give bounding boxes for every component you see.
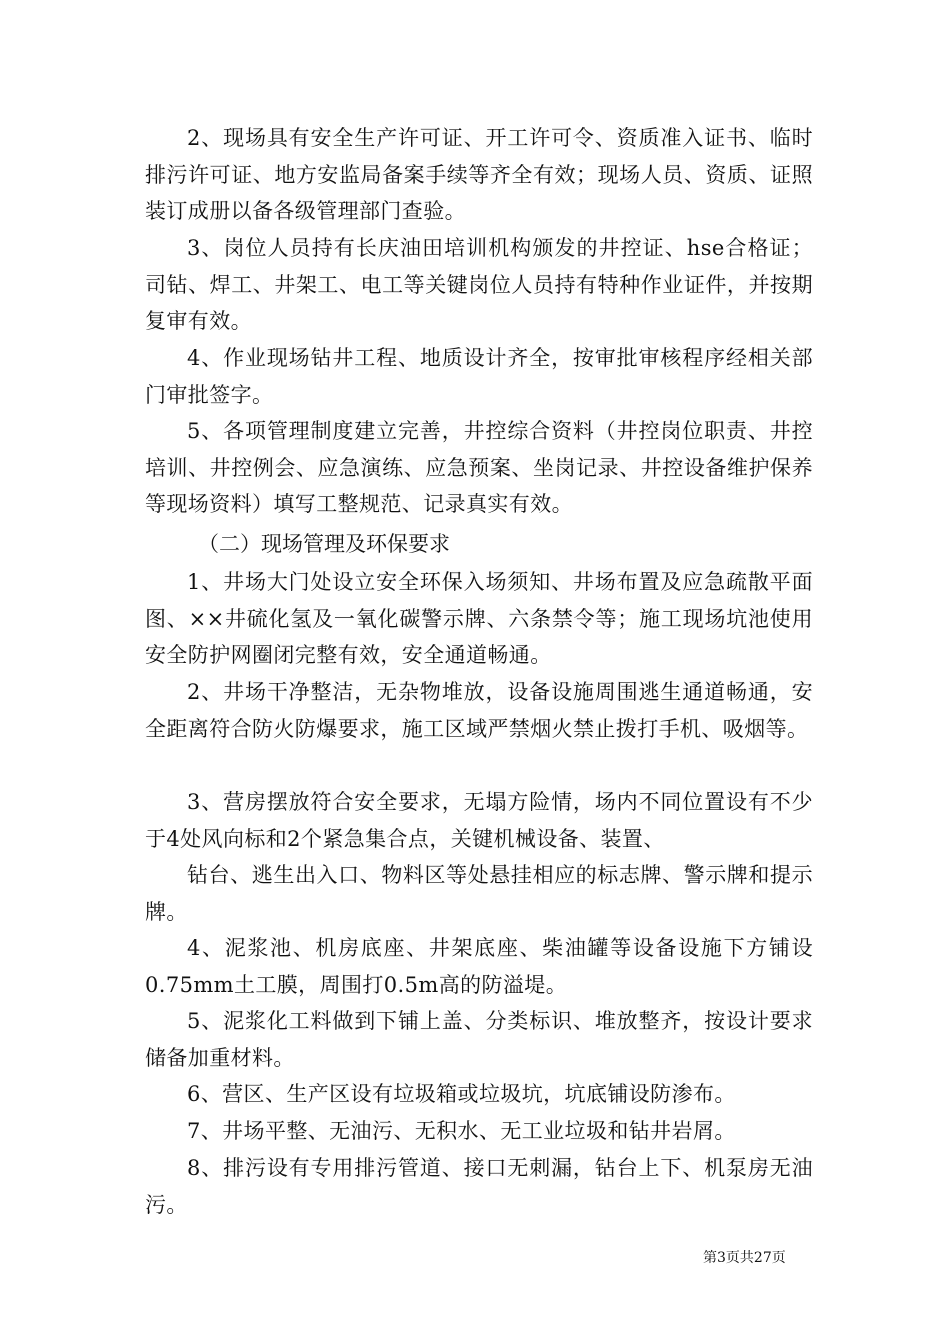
section-paragraph-2: 2、井场干净整洁，无杂物堆放，设备设施周围逃生通道畅通，安全距离符合防火防爆要求，施工区域严禁烟火禁止拨打手机、吸烟等。 bbox=[145, 680, 813, 741]
section-paragraph-6: 6、营区、生产区设有垃圾箱或垃圾坑，坑底铺设防渗布。 bbox=[187, 1082, 736, 1106]
page-footer: 第3页共27页 bbox=[703, 1250, 786, 1266]
section-heading: （二）现场管理及环保要求 bbox=[198, 532, 450, 556]
section-paragraph-3: 3、营房摆放符合安全要求，无塌方险情，场内不同位置设有不少于4处风向标和2个紧急集合点，关键机械设备、装置、 bbox=[145, 790, 813, 851]
paragraph-3-certificates: 3、岗位人员持有长庆油田培训机构颁发的井控证、hse合格证；司钻、焊工、井架工、电工等关键岗位人员持有特种作业证件，并按期复审有效。 bbox=[145, 236, 813, 333]
section-paragraph-7: 7、井场平整、无油污、无积水、无工业垃圾和钻井岩屑。 bbox=[187, 1119, 736, 1143]
paragraph-2-permits: 2、现场具有安全生产许可证、开工许可令、资质准入证书、临时排污许可证、地方安监局备案手续等齐全有效；现场人员、资质、证照装订成册以备各级管理部门查验。 bbox=[145, 126, 813, 223]
section-paragraph-3-continued: 钻台、逃生出入口、物料区等处悬挂相应的标志牌、警示牌和提示牌。 bbox=[145, 863, 813, 924]
section-paragraph-5: 5、泥浆化工料做到下铺上盖、分类标识、堆放整齐，按设计要求储备加重材料。 bbox=[145, 1009, 813, 1070]
paragraph-5-management: 5、各项管理制度建立完善，井控综合资料（井控岗位职责、井控培训、井控例会、应急演练、应急预案、坐岗记录、井控设备维护保养等现场资料）填写工整规范、记录真实有效。 bbox=[145, 419, 813, 516]
section-paragraph-1: 1、井场大门处设立安全环保入场须知、井场布置及应急疏散平面图、××井硫化氢及一氧化碳警示牌、六条禁令等；施工现场坑池使用安全防护网圈闭完整有效，安全通道畅通。 bbox=[145, 570, 813, 667]
section-paragraph-4: 4、泥浆池、机房底座、井架底座、柴油罐等设备设施下方铺设0.75mm土工膜，周围打0.5m高的防溢堤。 bbox=[145, 936, 813, 997]
section-paragraph-8: 8、排污设有专用排污管道、接口无刺漏，钻台上下、机泵房无油污。 bbox=[145, 1156, 813, 1217]
paragraph-4-design: 4、作业现场钻井工程、地质设计齐全，按审批审核程序经相关部门审批签字。 bbox=[145, 346, 813, 407]
